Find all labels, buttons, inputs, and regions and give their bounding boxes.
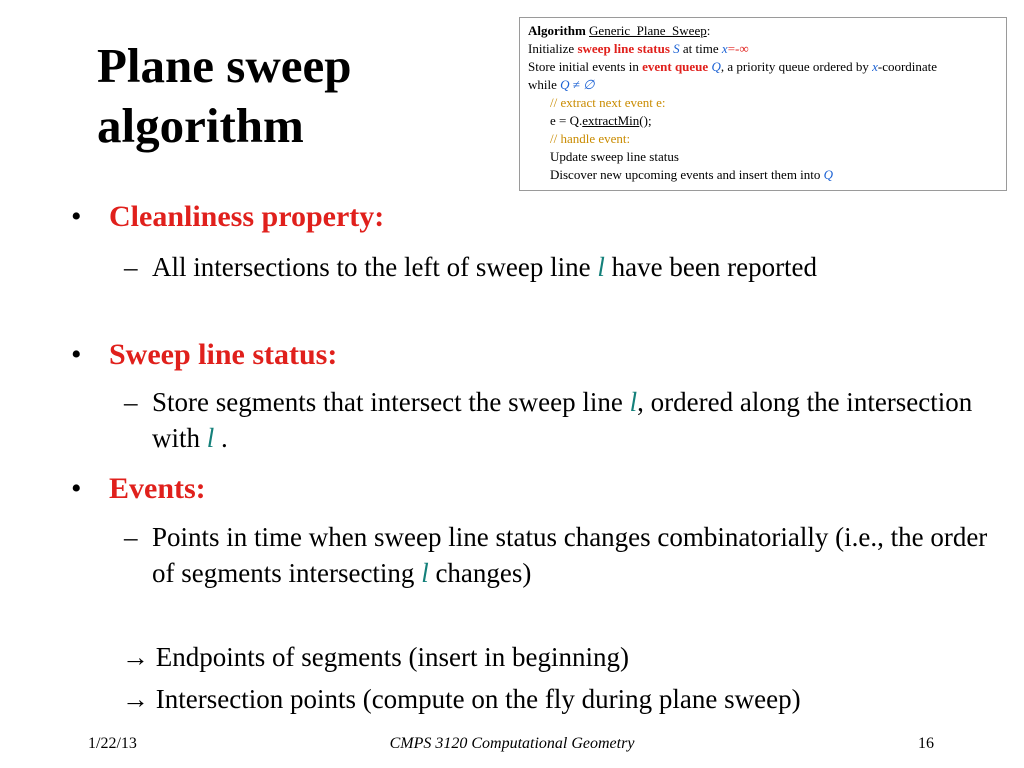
algo-while-condition: Q ≠ ∅ xyxy=(560,77,595,92)
sub-text-part: All intersections to the left of sweep line xyxy=(152,252,598,282)
bullet-dot: • xyxy=(71,472,82,505)
algo-keyword: Algorithm xyxy=(528,23,586,38)
algo-discover-line xyxy=(528,166,998,184)
algo-comment-handle: // handle event: xyxy=(550,131,631,146)
var-l: l xyxy=(206,423,215,453)
algo-text: Discover new upcoming events and insert them into xyxy=(550,167,824,182)
algo-extract-line xyxy=(528,112,998,130)
algo-init-line xyxy=(528,40,998,58)
var-l: l xyxy=(421,558,429,588)
var-l: l xyxy=(597,252,605,282)
var-l: l xyxy=(629,387,638,417)
algo-text: , a priority queue ordered by xyxy=(720,59,873,74)
title-line-1: Plane sweep xyxy=(97,38,352,93)
algo-var-q: Q xyxy=(823,167,834,182)
algo-text: e = Q. xyxy=(550,113,583,128)
algo-extractmin: extractMin xyxy=(582,113,640,128)
algo-var-s: S xyxy=(673,41,680,56)
bullet-heading: Events: xyxy=(109,472,206,505)
slide-title xyxy=(97,36,352,156)
algo-comment-extract: // extract next event e: xyxy=(550,95,666,110)
algo-text: (); xyxy=(639,113,652,128)
algo-text: while xyxy=(528,77,561,92)
algo-var-x: x xyxy=(721,41,728,56)
algo-var-q: Q xyxy=(711,59,721,74)
title-line-2: algorithm xyxy=(97,98,304,153)
sub-text-part: Store segments that intersect the sweep line xyxy=(152,387,630,417)
footer-date: 1/22/13 xyxy=(88,735,137,752)
algo-var-x: x xyxy=(872,59,878,74)
bullet-heading: Sweep line status: xyxy=(109,338,338,371)
algo-text: at time xyxy=(679,41,722,56)
arrow-item-intersections: → Intersection points (compute on the fly during plane sweep) xyxy=(122,684,801,714)
sub-text xyxy=(152,249,992,285)
sub-text-part: Points in time when sweep line status changes combinatorially (i.e., the order of segments intersecting xyxy=(152,522,988,588)
bullet-heading: Cleanliness property: xyxy=(109,200,385,233)
algo-text: Initialize xyxy=(528,41,578,56)
algo-update-line: Update sweep line status xyxy=(550,149,679,164)
footer-course: CMPS 3120 Computational Geometry xyxy=(389,735,635,752)
algo-colon: : xyxy=(706,23,711,38)
sub-text xyxy=(152,384,992,456)
algo-sweep-line-status: sweep line status xyxy=(577,41,670,56)
sub-text-part: , ordered along the intersection with xyxy=(152,387,973,453)
algo-event-queue: event queue xyxy=(642,59,709,74)
algo-text: -coordinate xyxy=(877,59,938,74)
bullet-dot: • xyxy=(71,200,82,233)
algo-neg-inf: =-∞ xyxy=(727,41,749,56)
sub-dash: – xyxy=(124,522,138,552)
sub-dash: – xyxy=(124,387,138,417)
footer-page-number: 16 xyxy=(918,735,934,752)
algo-name: Generic_Plane_Sweep xyxy=(589,23,707,38)
algo-header-line xyxy=(528,22,998,40)
algo-store-line xyxy=(528,58,998,76)
algo-while-line xyxy=(528,76,998,94)
algo-text: Store initial events in xyxy=(528,59,643,74)
algorithm-box xyxy=(519,17,1007,191)
sub-dash: – xyxy=(124,252,138,282)
sub-text-part: . xyxy=(214,423,228,453)
sub-text-part: have been reported xyxy=(604,252,818,282)
sub-text-part: changes) xyxy=(428,558,532,588)
sub-text xyxy=(152,519,992,591)
arrow-item-endpoints: → Endpoints of segments (insert in beginning) xyxy=(122,642,629,672)
bullet-dot: • xyxy=(71,338,82,371)
